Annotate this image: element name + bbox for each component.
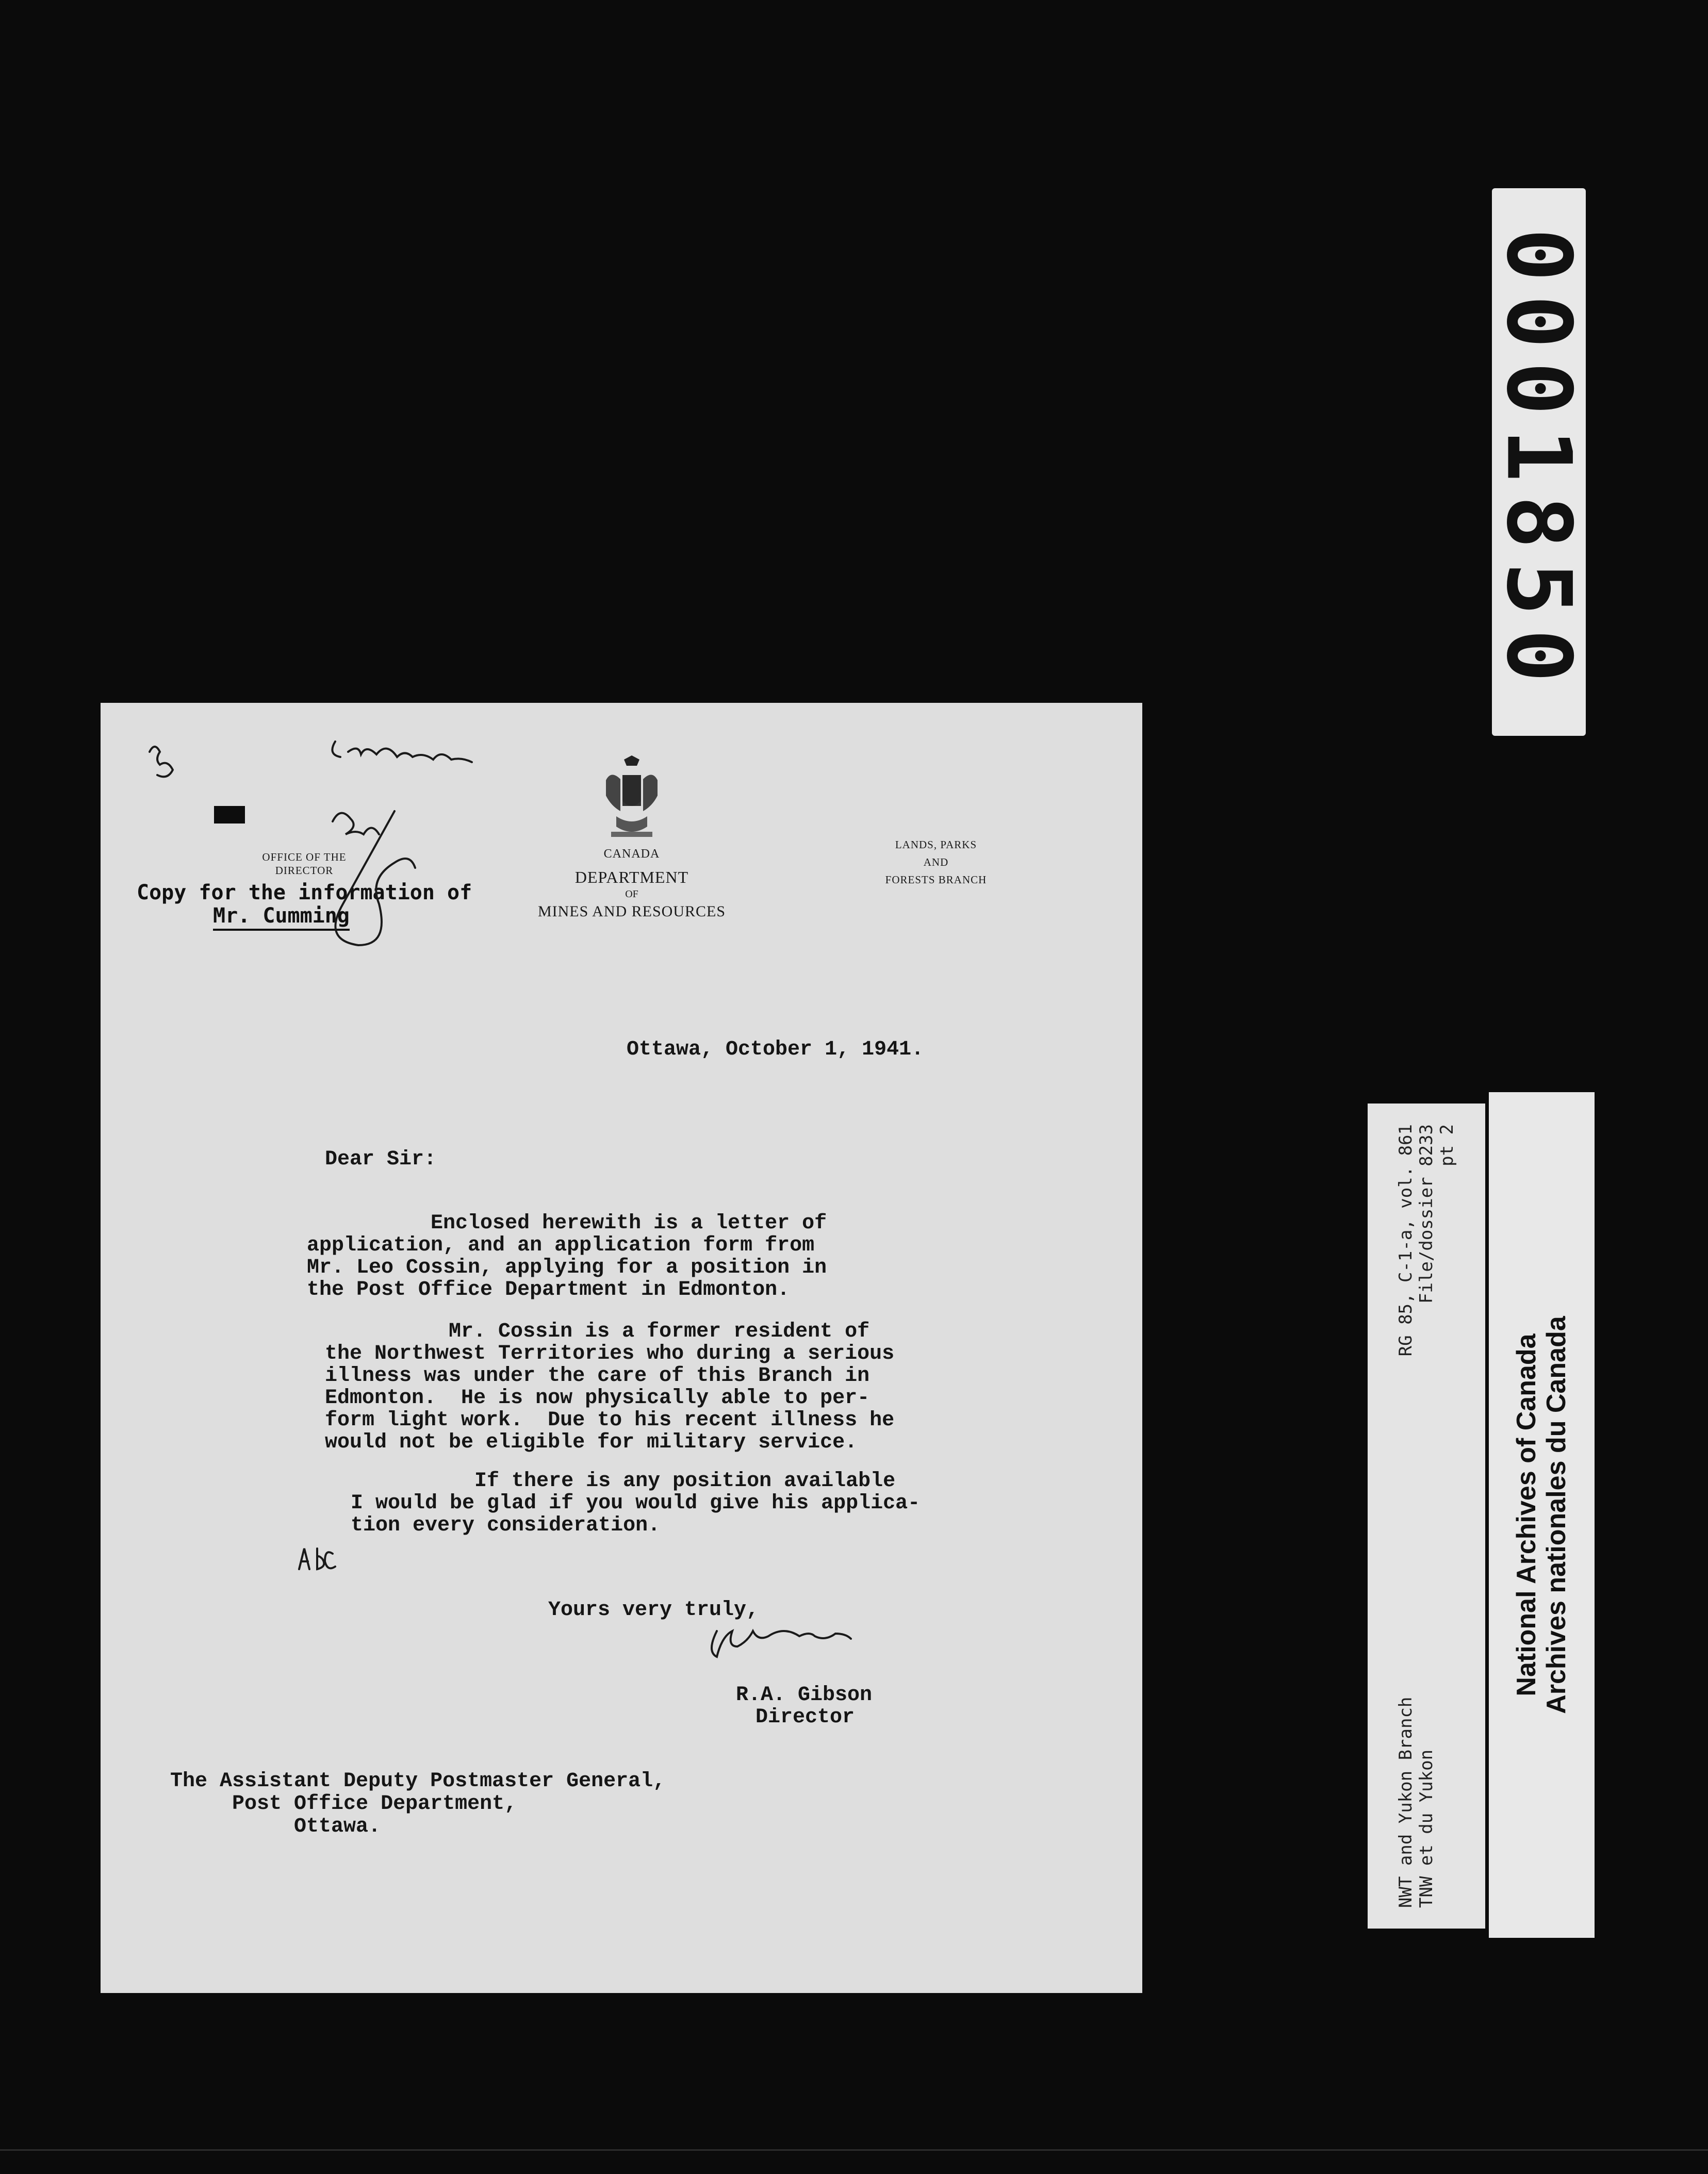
letterhead-country: CANADA (603, 847, 660, 861)
copy-recipient: Mr. Cumming (213, 904, 350, 931)
branch-line-1: LANDS, PARKS (895, 838, 977, 851)
body-paragraph-1: Enclosed herewith is a letter of application, and an application form from Mr. Leo Cossin, applying for a position in the Post Office Department in Edmonton. (307, 1212, 827, 1302)
director-signature (712, 1631, 851, 1657)
label-branch-en: NWT and Yukon Branch (1395, 1697, 1416, 1908)
office-line-1: OFFICE OF THE (262, 851, 347, 863)
institution-name-en: National Archives of Canada (1512, 1333, 1541, 1697)
letterhead-office (232, 850, 376, 877)
salutation: Dear Sir: (325, 1148, 437, 1171)
label-line-3 (1437, 1124, 1457, 1908)
institution-text (1512, 1154, 1571, 1876)
letter-date: Ottawa, October 1, 1941. (627, 1038, 924, 1061)
copy-note: Copy for the information of (137, 881, 472, 904)
film-edge-line (0, 2149, 1708, 2151)
label-line-2 (1416, 1124, 1437, 1908)
coat-of-arms-icon (596, 754, 668, 847)
handwritten-abc (299, 1549, 335, 1569)
letterhead-branch (869, 836, 1003, 888)
frame-number-strip (1487, 188, 1591, 736)
body-paragraph-2: Mr. Cossin is a former resident of the Northwest Territories who during a serious illness was under the care of this Branch in Edmonton. He is now physically able to per- form light work. Due to his recent illness he would not be eligible for military service. (325, 1320, 895, 1454)
branch-line-3: FORESTS BRANCH (885, 874, 987, 886)
label-part: pt 2 (1437, 1124, 1457, 1166)
label-line-1 (1395, 1124, 1416, 1908)
signer-title: Director (756, 1706, 855, 1729)
signer-name: R.A. Gibson (736, 1684, 873, 1707)
handwritten-note (332, 742, 472, 762)
letterhead-department: DEPARTMENT (574, 868, 689, 886)
archive-reference-text (1395, 1124, 1457, 1908)
closing: Yours very truly, (548, 1599, 759, 1622)
office-line-2: DIRECTOR (275, 864, 334, 877)
label-file: File/dossier 8233 (1416, 1124, 1437, 1304)
label-branch-fr: TNW et du Yukon (1416, 1749, 1437, 1908)
frame-number: 0001850 (1487, 228, 1591, 696)
handwritten-initials (150, 747, 173, 777)
institution-banner (1489, 1092, 1595, 1938)
redaction-mark (214, 806, 245, 824)
body-paragraph-3: If there is any position available I would be glad if you would give his applica- tion every consideration. (351, 1470, 921, 1537)
letter-page (101, 703, 1142, 1993)
addressee-block: The Assistant Deputy Postmaster General, Post Office Department, Ottawa. (170, 1770, 666, 1838)
letterhead-of: OF (625, 888, 638, 900)
label-reference: RG 85, C-1-a, vol. 861 (1395, 1124, 1416, 1357)
handwritten-mark (333, 813, 379, 834)
branch-line-2: AND (923, 856, 949, 868)
institution-name-fr: Archives nationales du Canada (1541, 1316, 1571, 1714)
letterhead-ministry: MINES AND RESOURCES (537, 903, 726, 920)
archive-reference-label (1368, 1104, 1485, 1929)
